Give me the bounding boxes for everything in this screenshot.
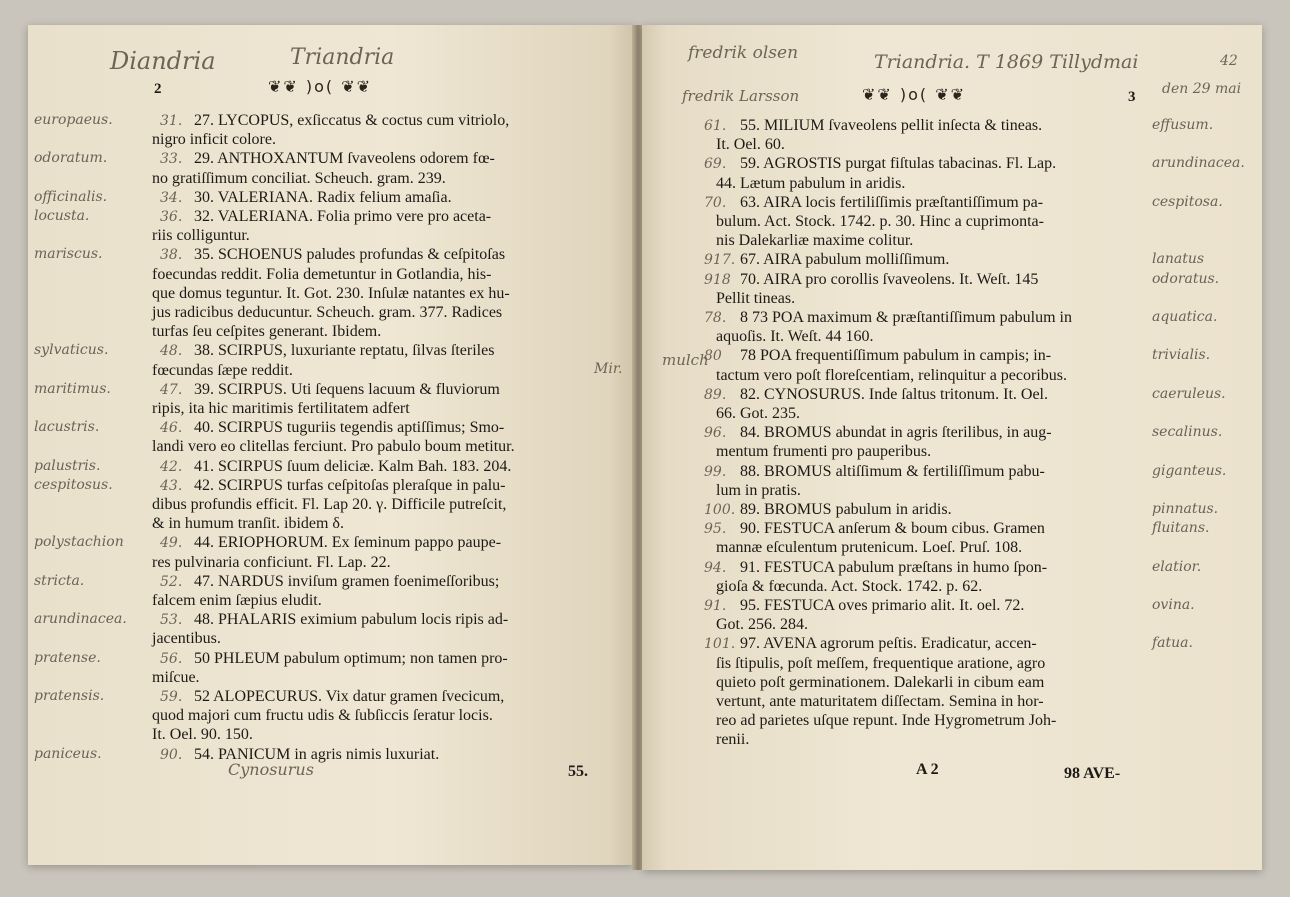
printed-text: 97. AVENA agrorum peſtis. Eradicatur, accen- [740,635,1037,653]
line-number-annotation: 34. [160,189,183,206]
margin-annotation: odoratus. [1152,270,1220,287]
margin-annotation: fluitans. [1152,520,1210,537]
side-note: Mir. [594,361,623,377]
margin-annotation: cespitosus. [34,476,113,493]
printed-text: Pellit tineas. [716,289,796,307]
corner-number: 42 [1220,53,1238,69]
printed-text: 95. FESTUCA oves primario alit. It. oel. 72. [740,597,1025,614]
printed-text: 82. CYNOSURUS. Inde ſaltus tritonum. It. Oel. [740,385,1048,403]
line-number-annotation: 918 [704,271,731,288]
margin-annotation: lacustris. [34,419,100,436]
printed-text: 41. SCIRPUS ſuum deliciæ. Kalm Bah. 183. 204. [194,457,512,475]
printed-text: Got. 256. 284. [716,616,808,634]
printed-text: falcem enim ſæpius eludit. [152,592,322,609]
margin-annotation: effusum. [1152,117,1214,133]
printed-text: gioſa & fœcunda. Act. Stock. 1742. p. 62. [716,577,983,595]
printed-text: 29. ANTHOXANTUM ſvaveolens odorem fœ- [194,150,495,168]
printed-text: 84. BROMUS abundat in agris ſterilibus, in aug- [740,424,1052,442]
printed-text: quieto poſt germinationem. Dalekarli in cibum eam [716,673,1045,691]
printed-text: nigro inficit colore. [152,131,276,149]
printed-text: 32. VALERIANA. Folia primo vere pro aceta- [194,208,492,225]
line-number-annotation: 47. [160,381,183,398]
catchword: 55. [568,763,588,780]
printed-text: 44. Lætum pabulum in aridis. [716,174,906,192]
line-number-annotation: 31. [160,113,183,129]
printed-text: ſis ſtipulis, poſt meſſem, frequentique aratione, agro [716,654,1046,672]
line-number-annotation: 101. [704,636,736,653]
printed-text: 38. SCIRPUS, luxuriante reptatu, ſilvas ſteriles [194,342,495,360]
printed-text: 63. AIRA locis fertiliſſimis præſtantiſſimum pa- [740,193,1044,211]
printed-text: 42. SCIRPUS turfas ceſpitoſas pleraſque in palu- [194,476,506,494]
margin-annotation: arundinacea. [1152,155,1245,172]
header-ornament: ❦❦ )o( ❦❦ [268,77,373,96]
printed-text: 40. SCIRPUS tuguriis tegendis aptiſſimus; Smo- [194,419,505,437]
line-number-annotation: 94. [704,559,727,576]
line-number-annotation: 70. [704,194,727,211]
margin-annotation: pratensis. [34,688,105,704]
printed-text: mannæ eſculentum prutenicum. Loeſ. Pruſ. 108. [716,539,1023,557]
printed-text: miſcue. [152,668,200,686]
printed-text: 78 POA frequentiſſimum pabulum in campis; in- [740,347,1052,365]
page-number: 3 [1128,89,1136,105]
line-number-annotation: 917. [704,252,736,269]
printed-text: 47. NARDUS inviſum gramen foenimeſſoribus; [194,572,500,590]
margin-annotation: polystachion [34,534,124,551]
margin-annotation: trivialis. [1152,347,1211,364]
line-number-annotation: 91. [704,598,727,614]
margin-annotation: sylvaticus. [34,342,109,359]
printed-text: 70. AIRA pro corollis ſvaveolens. It. Weſt. 145 [740,270,1039,288]
line-number-annotation: 43. [160,477,183,494]
printed-text: 54. PANICUM in agris nimis luxuriat. [194,745,440,763]
printed-text: quod majori cum fructu udis & ſubſiccis ſeratur locis. [152,707,493,725]
printed-text: 35. SCHOENUS paludes profundas & ceſpitoſas [194,246,506,264]
header-handwriting: Triandria. T 1869 Tillydmai [874,51,1139,73]
printed-text: reo ad parietes uſque repunt. Inde Hygrometrum Joh- [716,712,1057,730]
printed-text: 44. ERIOPHORUM. Ex ſeminum pappo paupe- [194,534,502,552]
printed-text: & in humum tranſit. ibidem δ. [152,515,344,533]
margin-annotation: arundinacea. [34,611,127,628]
line-number-annotation: 95. [704,521,727,538]
printed-text: nis Dalekarliæ maxime colitur. [716,232,914,250]
right-page [642,25,1262,870]
printed-text: 8 73 POA maximum & præſtantiſſimum pabulum in [740,309,1072,326]
margin-annotation: pinnatus. [1152,501,1219,517]
margin-annotation: caeruleus. [1152,385,1226,402]
line-number-annotation: 56. [160,650,183,667]
printed-text: 59. AGROSTIS purgat fiſtulas tabacinas. Fl. Lap. [740,155,1057,173]
line-number-annotation: 89. [704,386,727,403]
under-handwriting: Cynosurus [228,760,314,779]
printed-text: ripis, ita hic maritimis fertilitatem adfert [152,400,410,417]
printed-text: It. Oel. 90. 150. [152,726,253,744]
printed-text: 90. FESTUCA anſerum & boum cibus. Gramen [740,520,1045,538]
margin-annotation: locusta. [34,208,90,224]
printed-text: 52 ALOPECURUS. Vix datur gramen ſvecicum, [194,688,505,705]
left-page [28,25,634,865]
margin-annotation: maritimus. [34,380,111,397]
printed-text: It. Oel. 60. [716,136,785,154]
printed-text: lum in pratis. [716,481,801,499]
margin-annotation: europaeus. [34,112,113,128]
line-number-annotation: 80 [704,348,722,365]
printed-text: jus radicibus deducuntur. Scheuch. gram. 377. Radices [152,304,503,321]
printed-text: 27. LYCOPUS, exſiccatus & coctus cum vitriolo, [194,112,510,129]
line-number-annotation: 90. [160,746,183,763]
printed-text: 91. FESTUCA pabulum præſtans in humo ſpon- [740,558,1048,576]
margin-annotation: officinalis. [34,188,108,205]
line-number-annotation: 46. [160,420,183,437]
line-number-annotation: 59. [160,689,183,705]
printed-text: res pulvinaria conficiunt. Fl. Lap. 22. [152,553,391,571]
margin-annotation: pratense. [34,649,101,666]
line-number-annotation: 100. [704,502,736,518]
printed-text: tactum vero poſt floreſcentiam, relinquitur a pecoribus. [716,366,1067,384]
line-number-annotation: 52. [160,573,183,590]
line-number-annotation: 33. [160,151,183,168]
printed-text: mentum frumenti pro pauperibus. [716,443,932,461]
margin-annotation: fatua. [1152,635,1193,652]
printed-text: 55. MILIUM ſvaveolens pellit inſecta & tineas. [740,117,1043,134]
line-number-annotation: 38. [160,247,183,264]
line-number-annotation: 78. [704,310,727,326]
margin-annotation: paniceus. [34,745,102,762]
printed-text: renii. [716,731,750,749]
side-note: mulch [662,351,709,369]
printed-text: turfas ſeu ceſpites generant. Ibidem. [152,323,382,341]
margin-annotation: lanatus [1152,251,1205,268]
line-number-annotation: 96. [704,425,727,442]
header-handwriting-right: Triandria [290,45,395,70]
printed-text: riis colliguntur. [152,227,250,245]
page-number: 2 [154,81,162,97]
printed-text: jacentibus. [152,630,221,648]
printed-text: landi vero eo clitellas ferciunt. Pro pabulo boum metitur. [152,438,515,456]
catchword: 98 AVE- [1064,765,1121,782]
line-number-annotation: 48. [160,343,183,360]
printed-text: 67. AIRA pabulum molliſſimum. [740,251,950,269]
margin-annotation: giganteus. [1152,462,1227,479]
margin-annotation: ovina. [1152,597,1195,613]
margin-annotation: secalinus. [1152,424,1223,441]
printed-text: 39. SCIRPUS. Uti ſequens lacuum & fluviorum [194,380,500,398]
margin-annotation: stricta. [34,572,85,589]
printed-text: vertunt, ante maturitatem diſſectam. Semina in hor- [716,693,1044,710]
margin-annotation: mariscus. [34,246,103,263]
owner-handwriting-2: fredrik Larsson [682,87,800,105]
printed-text: 88. BROMUS altiſſimum & fertiliſſimum pabu- [740,462,1045,480]
printed-text: bulum. Act. Stock. 1742. p. 30. Hinc a cuprimonta- [716,213,1044,230]
line-number-annotation: 53. [160,612,183,629]
line-number-annotation: 36. [160,209,183,225]
printed-text: 50 PHLEUM pabulum optimum; non tamen pro- [194,649,508,667]
margin-annotation: cespitosa. [1152,193,1223,210]
printed-text: fœcundas ſæpe reddit. [152,361,293,379]
printed-text: foecundas reddit. Folia demetuntur in Gotlandia, his- [152,265,492,283]
printed-text: no gratiſſimum conciliat. Scheuch. gram. 239. [152,169,446,187]
printed-text: aquoſis. It. Weſt. 44 160. [716,328,874,346]
printed-text: que domus teguntur. It. Got. 230. Inſulæ natantes ex hu- [152,284,510,302]
line-number-annotation: 61. [704,118,727,134]
margin-annotation: odoratum. [34,150,108,167]
signature-mark: A 2 [916,761,939,778]
header-handwriting-left: Diandria [110,47,216,75]
printed-text: 89. BROMUS pabulum in aridis. [740,501,952,518]
printed-text: 30. VALERIANA. Radix felium amaſia. [194,188,452,206]
owner-handwriting-1: fredrik olsen [688,43,799,63]
line-number-annotation: 69. [704,156,727,173]
margin-annotation: aquatica. [1152,309,1218,325]
printed-text: 48. PHALARIS eximium pabulum locis ripis ad- [194,611,509,629]
corner-handwriting: den 29 mai [1162,81,1242,97]
printed-text: 66. Got. 235. [716,405,800,422]
line-number-annotation: 49. [160,535,183,552]
margin-annotation: palustris. [34,457,101,474]
header-ornament: ❦❦ )o( ❦❦ [862,85,967,104]
printed-text: dibus profundis efficit. Fl. Lap 20. γ. Difficile putreſcit, [152,496,507,513]
line-number-annotation: 42. [160,458,183,475]
margin-annotation: elatior. [1152,558,1202,575]
line-number-annotation: 99. [704,463,727,480]
